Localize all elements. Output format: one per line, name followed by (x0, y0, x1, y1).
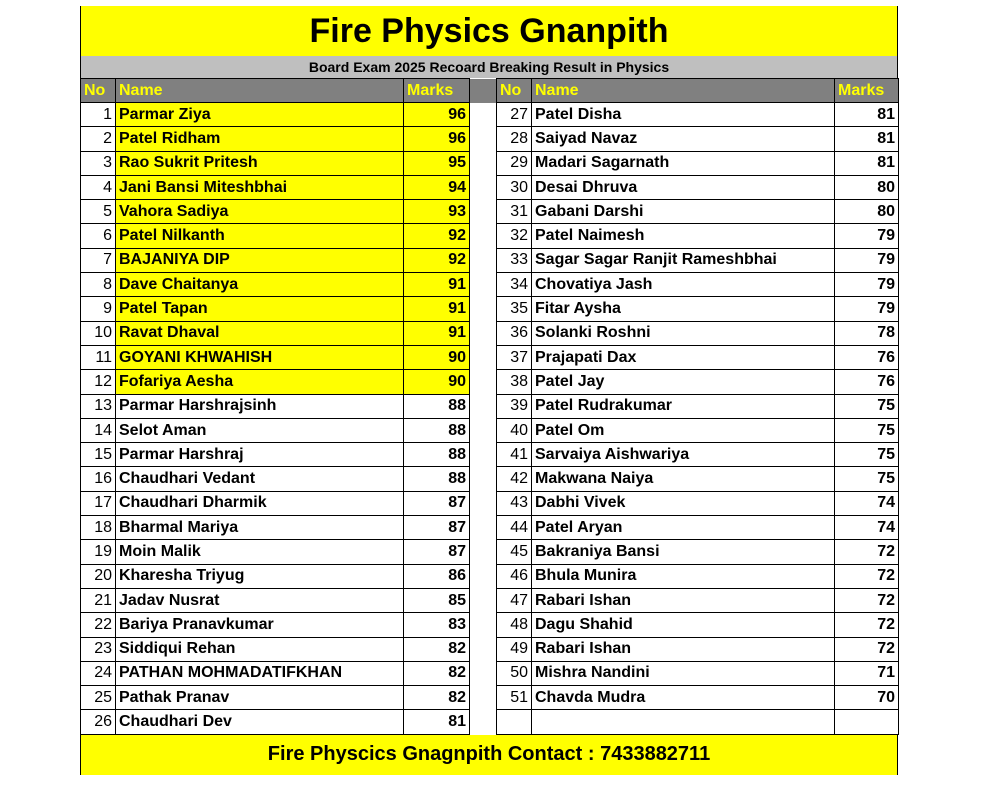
table-row (81, 175, 899, 199)
cell-marks: 83 (404, 613, 470, 637)
cell-no: 38 (497, 370, 532, 394)
cell-name: Chaudhari Vedant (116, 467, 404, 491)
cell-marks: 91 (404, 273, 470, 297)
cell-name: Siddiqui Rehan (116, 637, 404, 661)
cell-marks: 88 (404, 418, 470, 442)
cell-no: 16 (81, 467, 116, 491)
cell-marks: 92 (404, 248, 470, 272)
cell-marks: 87 (404, 516, 470, 540)
cell-no: 11 (81, 345, 116, 369)
cell-marks: 70 (835, 686, 899, 710)
cell-marks (835, 710, 899, 734)
cell-no: 35 (497, 297, 532, 321)
cell-marks: 81 (835, 103, 899, 127)
cell-no: 46 (497, 564, 532, 588)
cell-marks: 74 (835, 516, 899, 540)
column-gap (470, 516, 497, 540)
page-title: Fire Physics Gnanpith (80, 6, 898, 56)
cell-marks: 95 (404, 151, 470, 175)
cell-no: 39 (497, 394, 532, 418)
cell-no: 30 (497, 175, 532, 199)
cell-name: Mishra Nandini (532, 661, 835, 685)
table-row (81, 248, 899, 272)
cell-marks: 72 (835, 637, 899, 661)
cell-no: 34 (497, 273, 532, 297)
cell-name: Prajapati Dax (532, 345, 835, 369)
header-name: Name (532, 79, 835, 103)
result-sheet (80, 6, 898, 775)
cell-no: 8 (81, 273, 116, 297)
column-gap (470, 321, 497, 345)
cell-no: 31 (497, 200, 532, 224)
column-gap (470, 345, 497, 369)
column-gap (470, 370, 497, 394)
cell-name: Patel Rudrakumar (532, 394, 835, 418)
cell-name: Bhula Munira (532, 564, 835, 588)
cell-marks: 75 (835, 467, 899, 491)
cell-no: 49 (497, 637, 532, 661)
table-row (81, 321, 899, 345)
cell-no: 7 (81, 248, 116, 272)
cell-marks: 90 (404, 370, 470, 394)
cell-name: Dagu Shahid (532, 613, 835, 637)
cell-no: 44 (497, 516, 532, 540)
table-row (81, 127, 899, 151)
cell-marks: 92 (404, 224, 470, 248)
cell-name: Parmar Harshrajsinh (116, 394, 404, 418)
table-row (81, 273, 899, 297)
cell-no: 32 (497, 224, 532, 248)
cell-name: Patel Nilkanth (116, 224, 404, 248)
cell-no: 43 (497, 491, 532, 515)
cell-name: Patel Disha (532, 103, 835, 127)
column-gap (470, 613, 497, 637)
column-gap (470, 491, 497, 515)
cell-no: 15 (81, 443, 116, 467)
cell-no: 28 (497, 127, 532, 151)
cell-name: Gabani Darshi (532, 200, 835, 224)
column-gap (470, 224, 497, 248)
column-gap (470, 151, 497, 175)
cell-marks: 82 (404, 686, 470, 710)
column-gap (470, 248, 497, 272)
cell-name: Patel Om (532, 418, 835, 442)
header-row (81, 79, 899, 103)
column-gap (470, 443, 497, 467)
cell-no: 12 (81, 370, 116, 394)
table-row (81, 345, 899, 369)
cell-name: Parmar Harshraj (116, 443, 404, 467)
cell-name: Rao Sukrit Pritesh (116, 151, 404, 175)
cell-name: Patel Aryan (532, 516, 835, 540)
table-row (81, 394, 899, 418)
cell-name: Fitar Aysha (532, 297, 835, 321)
column-gap (470, 103, 497, 127)
cell-name: Parmar Ziya (116, 103, 404, 127)
table-row (81, 297, 899, 321)
cell-name: Jadav Nusrat (116, 588, 404, 612)
column-gap (470, 686, 497, 710)
cell-marks: 78 (835, 321, 899, 345)
table-row (81, 370, 899, 394)
cell-marks: 79 (835, 297, 899, 321)
cell-name: Bariya Pranavkumar (116, 613, 404, 637)
table-row (81, 710, 899, 734)
cell-no: 23 (81, 637, 116, 661)
footer-contact: Fire Physcics Gnagnpith Contact : 7433882711 (80, 735, 898, 775)
cell-no: 27 (497, 103, 532, 127)
cell-marks: 86 (404, 564, 470, 588)
column-gap (470, 297, 497, 321)
column-gap (470, 661, 497, 685)
cell-no: 18 (81, 516, 116, 540)
cell-no: 51 (497, 686, 532, 710)
cell-marks: 72 (835, 564, 899, 588)
table-row (81, 564, 899, 588)
cell-marks: 90 (404, 345, 470, 369)
results-body (81, 103, 899, 735)
cell-no: 37 (497, 345, 532, 369)
cell-no: 42 (497, 467, 532, 491)
cell-marks: 75 (835, 394, 899, 418)
cell-marks: 82 (404, 637, 470, 661)
cell-marks: 93 (404, 200, 470, 224)
cell-no: 4 (81, 175, 116, 199)
cell-no: 9 (81, 297, 116, 321)
table-row (81, 661, 899, 685)
header-marks: Marks (404, 79, 470, 103)
column-gap (470, 79, 497, 103)
cell-name: Desai Dhruva (532, 175, 835, 199)
table-row (81, 467, 899, 491)
cell-marks: 80 (835, 175, 899, 199)
cell-no: 1 (81, 103, 116, 127)
cell-name: Chaudhari Dev (116, 710, 404, 734)
column-gap (470, 564, 497, 588)
cell-no: 20 (81, 564, 116, 588)
cell-marks: 91 (404, 297, 470, 321)
cell-no: 2 (81, 127, 116, 151)
cell-name: Patel Tapan (116, 297, 404, 321)
cell-name: Bharmal Mariya (116, 516, 404, 540)
table-row (81, 686, 899, 710)
table-row (81, 103, 899, 127)
cell-no: 6 (81, 224, 116, 248)
cell-no: 25 (81, 686, 116, 710)
table-row (81, 540, 899, 564)
cell-marks: 75 (835, 443, 899, 467)
cell-name: Dave Chaitanya (116, 273, 404, 297)
results-table (80, 78, 899, 735)
cell-no: 24 (81, 661, 116, 685)
table-row (81, 200, 899, 224)
cell-name: Fofariya Aesha (116, 370, 404, 394)
cell-marks: 87 (404, 491, 470, 515)
column-gap (470, 273, 497, 297)
column-gap (470, 540, 497, 564)
column-gap (470, 710, 497, 734)
cell-name: BAJANIYA DIP (116, 248, 404, 272)
cell-name: Patel Ridham (116, 127, 404, 151)
cell-name: Bakraniya Bansi (532, 540, 835, 564)
cell-name: Rabari Ishan (532, 588, 835, 612)
cell-marks: 87 (404, 540, 470, 564)
cell-no: 29 (497, 151, 532, 175)
cell-marks: 74 (835, 491, 899, 515)
table-row (81, 516, 899, 540)
table-row (81, 151, 899, 175)
cell-marks: 76 (835, 345, 899, 369)
cell-marks: 81 (835, 151, 899, 175)
page-subtitle: Board Exam 2025 Recoard Breaking Result in Physics (80, 56, 898, 78)
column-gap (470, 127, 497, 151)
cell-name: Dabhi Vivek (532, 491, 835, 515)
cell-name: Sarvaiya Aishwariya (532, 443, 835, 467)
cell-marks: 75 (835, 418, 899, 442)
cell-marks: 80 (835, 200, 899, 224)
column-gap (470, 394, 497, 418)
cell-name: Chaudhari Dharmik (116, 491, 404, 515)
column-gap (470, 200, 497, 224)
cell-name: Jani Bansi Miteshbhai (116, 175, 404, 199)
cell-marks: 82 (404, 661, 470, 685)
cell-marks: 81 (404, 710, 470, 734)
cell-name: PATHAN MOHMADATIFKHAN (116, 661, 404, 685)
cell-name: Patel Naimesh (532, 224, 835, 248)
cell-marks: 79 (835, 273, 899, 297)
cell-no: 33 (497, 248, 532, 272)
cell-no: 5 (81, 200, 116, 224)
cell-marks: 96 (404, 103, 470, 127)
cell-marks: 72 (835, 588, 899, 612)
table-row (81, 443, 899, 467)
header-marks: Marks (835, 79, 899, 103)
cell-no: 36 (497, 321, 532, 345)
cell-no: 45 (497, 540, 532, 564)
cell-no: 50 (497, 661, 532, 685)
column-gap (470, 175, 497, 199)
table-row (81, 491, 899, 515)
cell-name: Saiyad Navaz (532, 127, 835, 151)
column-gap (470, 418, 497, 442)
cell-no: 13 (81, 394, 116, 418)
cell-name (532, 710, 835, 734)
cell-no: 19 (81, 540, 116, 564)
cell-marks: 88 (404, 467, 470, 491)
table-row (81, 637, 899, 661)
cell-no: 48 (497, 613, 532, 637)
cell-no: 47 (497, 588, 532, 612)
cell-no (497, 710, 532, 734)
table-row (81, 224, 899, 248)
cell-name: Chavda Mudra (532, 686, 835, 710)
cell-name: Patel Jay (532, 370, 835, 394)
header-no: No (497, 79, 532, 103)
column-gap (470, 637, 497, 661)
column-gap (470, 467, 497, 491)
cell-name: Rabari Ishan (532, 637, 835, 661)
cell-no: 14 (81, 418, 116, 442)
cell-name: Solanki Roshni (532, 321, 835, 345)
cell-no: 40 (497, 418, 532, 442)
header-name: Name (116, 79, 404, 103)
cell-marks: 81 (835, 127, 899, 151)
cell-marks: 79 (835, 248, 899, 272)
cell-marks: 76 (835, 370, 899, 394)
cell-name: Pathak Pranav (116, 686, 404, 710)
cell-name: Vahora Sadiya (116, 200, 404, 224)
cell-marks: 71 (835, 661, 899, 685)
cell-name: Sagar Sagar Ranjit Rameshbhai (532, 248, 835, 272)
cell-marks: 79 (835, 224, 899, 248)
cell-no: 21 (81, 588, 116, 612)
cell-name: Chovatiya Jash (532, 273, 835, 297)
cell-name: Selot Aman (116, 418, 404, 442)
cell-marks: 72 (835, 613, 899, 637)
cell-no: 3 (81, 151, 116, 175)
table-row (81, 418, 899, 442)
cell-name: Madari Sagarnath (532, 151, 835, 175)
column-gap (470, 588, 497, 612)
table-row (81, 588, 899, 612)
cell-no: 17 (81, 491, 116, 515)
cell-no: 41 (497, 443, 532, 467)
cell-name: Makwana Naiya (532, 467, 835, 491)
cell-marks: 85 (404, 588, 470, 612)
cell-name: GOYANI KHWAHISH (116, 345, 404, 369)
cell-marks: 88 (404, 394, 470, 418)
cell-marks: 94 (404, 175, 470, 199)
cell-marks: 96 (404, 127, 470, 151)
table-row (81, 613, 899, 637)
cell-marks: 91 (404, 321, 470, 345)
cell-marks: 72 (835, 540, 899, 564)
cell-no: 26 (81, 710, 116, 734)
cell-name: Ravat Dhaval (116, 321, 404, 345)
cell-no: 10 (81, 321, 116, 345)
cell-name: Moin Malik (116, 540, 404, 564)
cell-marks: 88 (404, 443, 470, 467)
cell-name: Kharesha Triyug (116, 564, 404, 588)
cell-no: 22 (81, 613, 116, 637)
header-no: No (81, 79, 116, 103)
